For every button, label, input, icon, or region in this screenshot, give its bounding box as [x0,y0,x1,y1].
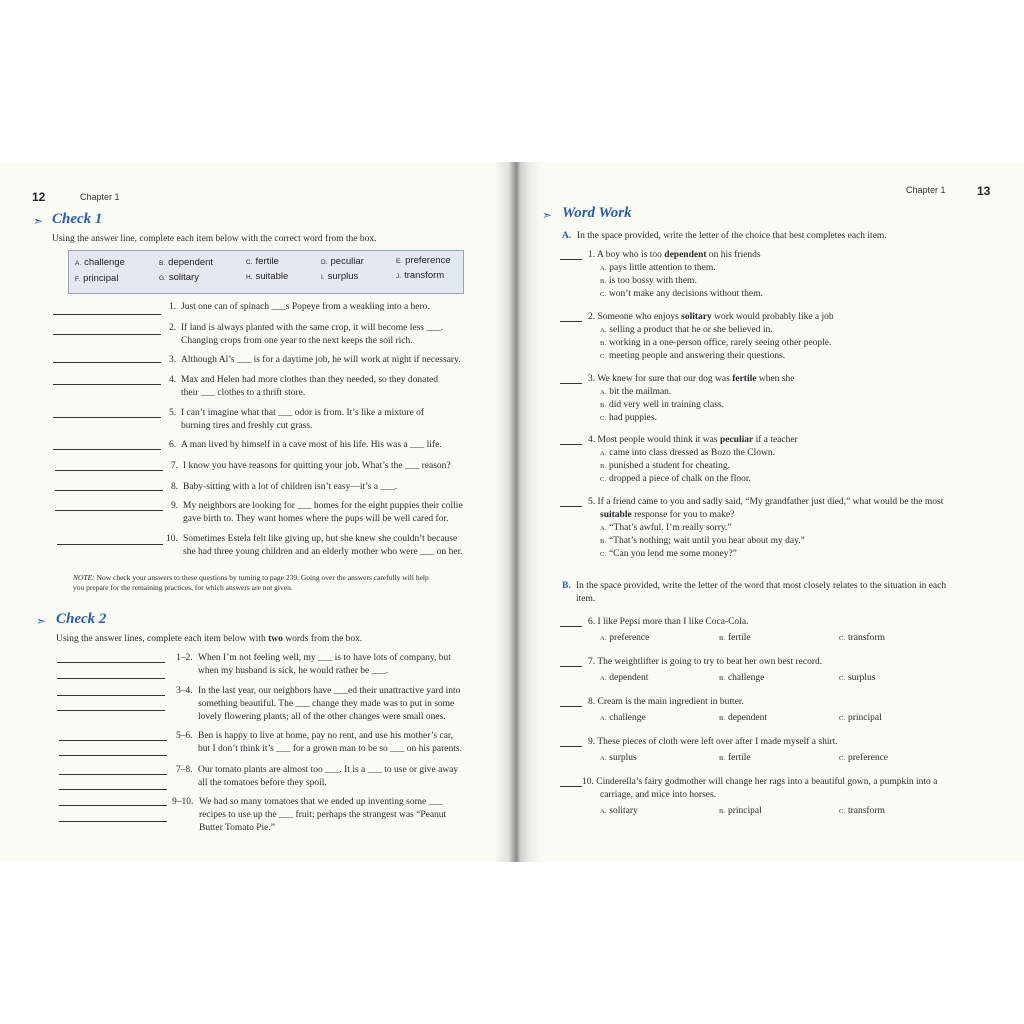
answer-line[interactable] [560,444,582,445]
item-text: In the last year, our neighbors have ___ed their unattractive yard into [198,686,461,696]
answer-line[interactable] [560,321,582,322]
answer-line[interactable] [57,662,165,663]
item-text: Max and Helen had more clothes than they needed, so they donated [181,375,438,385]
item-text: My neighbors are looking for ___ homes for the eight puppies their collie [183,501,463,511]
item-number: 10. [166,534,178,544]
item-number: 8. [171,482,179,492]
part-b-instruction: item. [576,594,596,604]
word-box-entry: A. challenge [75,257,125,268]
option: B. punished a student for cheating. [600,461,731,471]
item-question: 3. We knew for sure that our dog was fertile when she [588,374,795,384]
option: B. challenge [719,673,765,683]
answer-line[interactable] [59,774,167,775]
item-number: 3–4. [176,686,193,696]
answer-line[interactable] [560,259,582,260]
item-number: 5–6. [176,731,193,741]
answer-line[interactable] [53,384,161,385]
option: B. principal [719,806,762,816]
item-text: lovely flowering plants; all of the other changes were small ones. [198,712,446,722]
word-box-entry: D. peculiar [321,256,364,267]
option: C. transform [839,806,885,816]
option: A. preference [600,633,650,643]
answer-line[interactable] [560,626,582,627]
item-text: Sometimes Estela felt like giving up, but she knew she couldn’t because [183,534,458,544]
item-number: 5. [169,408,177,418]
answer-line[interactable] [57,710,165,711]
item-number: 4. [169,375,177,385]
item-text: recipes to use up the ___ fruit; perhaps the strangest was “Peanut [199,810,447,820]
option: C. meeting people and answering their questions. [600,351,786,361]
answer-line[interactable] [53,314,161,315]
option: B. fertile [719,753,751,763]
book-gutter [494,162,542,862]
right-page [512,162,1024,862]
item-question: 10. Cinderella’s fairy godmother will change her rags into a beautiful gown, a pumpkin into a [582,777,938,787]
page-number: 13 [977,184,991,198]
item-question: 6. I like Pepsi more than I like Coca-Cola. [588,617,749,627]
item-text: A man lived by himself in a cave most of his life. His was a ___ life. [181,440,442,450]
answer-line[interactable] [57,678,165,679]
item-number: 3. [169,355,177,365]
note [73,573,429,583]
left-page [0,162,510,862]
item-text: she had three young children and an elderly mother who were ___ on her. [183,547,463,557]
answer-line[interactable] [59,740,167,741]
answer-line[interactable] [59,755,167,756]
item-question: 7. The weightlifter is going to try to beat her own best record. [588,657,823,667]
arrow-icon: ➣ [542,208,553,222]
option: B. dependent [719,713,767,723]
part-b-label: B. [562,581,571,591]
answer-line[interactable] [55,510,163,511]
item-number: 1. [169,302,177,312]
item-question: 9. These pieces of cloth were left over after I made myself a shirt. [588,737,838,747]
item-text: Our tomato plants are almost too ___. It is a ___ to use or give away [198,765,459,775]
part-a-instruction: In the space provided, write the letter of the choice that best completes each item. [577,231,887,241]
answer-line[interactable] [560,506,582,507]
check2-instruction: Using the answer lines, complete each item below with two words from the box. [56,634,363,644]
item-question: 1. A boy who is too dependent on his friends [588,250,761,260]
item-text: Butter Tomato Pie.” [199,823,275,833]
answer-line[interactable] [53,449,161,450]
option: C. surplus [839,673,876,683]
item-text: Just one can of spinach ___s Popeye from a weakling into a hero. [181,302,430,312]
item-number: 9. [171,501,179,511]
item-text: all the tomatoes before they spoil. [198,778,327,788]
word-box-entry: J. transform [396,270,445,281]
word-box-entry: C. fertile [246,256,279,267]
item-text: We had so many tomatoes that we ended up inventing some ___ [199,797,443,807]
option: A. “That’s awful. I’m really sorry.” [600,523,732,533]
answer-line[interactable] [53,334,161,335]
answer-line[interactable] [59,789,167,790]
item-text: I know you have reasons for quitting your job. What’s the ___ reason? [183,461,451,471]
page-number: 12 [32,190,46,204]
answer-line[interactable] [560,786,582,787]
item-number: 9–10. [172,797,194,807]
option: A. pays little attention to them. [600,263,716,273]
note-label: NOTE: [73,573,95,582]
check1-heading: Check 1 [52,211,103,227]
item-text: burning tires and freshly cut grass. [181,421,313,431]
item-text: Changing crops from one year to the next keeps the soil rich. [181,336,413,346]
option: A. solitary [600,806,638,816]
answer-line[interactable] [53,417,161,418]
option: C. principal [839,713,882,723]
option: C. transform [839,633,885,643]
arrow-icon: ➣ [33,214,44,228]
item-text: Baby-sitting with a lot of children isn’t easy—it’s a ___. [183,482,398,492]
answer-line[interactable] [55,470,163,471]
option: B. working in a one-person office, rarely seeing other people. [600,338,832,348]
word-box-entry: I. surplus [321,271,359,282]
option: B. did very well in training class. [600,400,724,410]
item-number: 7. [171,461,179,471]
answer-line[interactable] [560,706,582,707]
item-text: gave birth to. They want homes where the pups will be well cared for. [183,514,449,524]
option: B. “That’s nothing; wait until you hear about my day.” [600,536,805,546]
check1-instruction: Using the answer line, complete each item below with the correct word from the box. [52,234,377,244]
chapter-label: Chapter 1 [80,192,120,202]
option: A. dependent [600,673,649,683]
word-box-entry: G. solitary [159,272,199,283]
item-text: but I don’t think it’s ___ for a grown man to be so ___ on his parents. [198,744,462,754]
note-text: you prepare for the remaining practices, for which answers are not given. [73,583,293,592]
item-number: 2. [169,323,177,333]
word-box-entry: H. suitable [246,271,289,282]
option: A. surplus [600,753,637,763]
item-number: 7–8. [176,765,193,775]
item-number: 6. [169,440,177,450]
word-box-entry: B. dependent [159,257,214,268]
word-box [68,250,464,294]
arrow-icon: ➣ [36,614,47,628]
book-spread [0,162,1024,862]
note-text: Now check your answers to these questions by turning to page 239. Going over the answers carefully will help [96,573,429,582]
item-question: 2. Someone who enjoys solitary work would probably like a job [588,312,834,322]
option: C. “Can you lend me some money?” [600,549,737,559]
option: B. is too bossy with them. [600,276,697,286]
answer-line[interactable] [55,490,163,491]
answer-line[interactable] [560,666,582,667]
answer-line[interactable] [560,383,582,384]
item-text: Ben is happy to live at home, pay no rent, and use his mother’s car, [198,731,454,741]
chapter-label: Chapter 1 [906,185,946,195]
option: A. challenge [600,713,646,723]
answer-line[interactable] [59,821,167,822]
option: C. dropped a piece of chalk on the floor. [600,474,751,484]
option: A. selling a product that he or she believed in. [600,325,773,335]
item-question: 5. If a friend came to you and sadly said, “My grandfather just died,” what would be the most [588,497,944,507]
option: A. came into class dressed as Bozo the Clown. [600,448,775,458]
answer-line[interactable] [57,695,165,696]
word-box-entry: E. preference [396,255,451,266]
item-text: something beautiful. The ___ change they made was to put in some [198,699,455,709]
option: B. fertile [719,633,751,643]
item-question: carriage, and mice into horses. [600,790,717,800]
check2-heading: Check 2 [56,611,107,627]
option: C. preference [839,753,889,763]
item-text: If land is always planted with the same crop, it will become less ___. [181,323,443,333]
option: C. won’t make any decisions without them. [600,289,763,299]
item-text: their ___ clothes to a thrift store. [181,388,306,398]
option: C. had puppies. [600,413,657,423]
answer-line[interactable] [59,805,167,806]
item-text: When I’m not feeling well, my ___ is to have lots of company, but [198,653,451,663]
word-work-heading: Word Work [562,205,632,221]
item-question: 8. Cream is the main ingredient in butter. [588,697,744,707]
word-box-entry: F. principal [75,273,119,284]
item-number: 1–2. [176,653,193,663]
part-a-label: A. [562,231,572,241]
answer-line[interactable] [53,362,161,363]
item-text: Although Al’s ___ is for a daytime job, he will work at night if necessary. [181,355,461,365]
item-text: when my husband is sick, he would rather be ___. [198,666,389,676]
item-text: I can’t imagine what that ___ odor is from. It’s like a mixture of [181,408,425,418]
answer-line[interactable] [560,746,582,747]
item-question: 4. Most people would think it was peculiar if a teacher [588,435,798,445]
option: A. bit the mailman. [600,387,672,397]
part-b-instruction: In the space provided, write the letter of the word that most closely relates to the situation in each [576,581,947,591]
item-question: suitable response for you to make? [600,510,735,520]
answer-line[interactable] [57,544,163,545]
